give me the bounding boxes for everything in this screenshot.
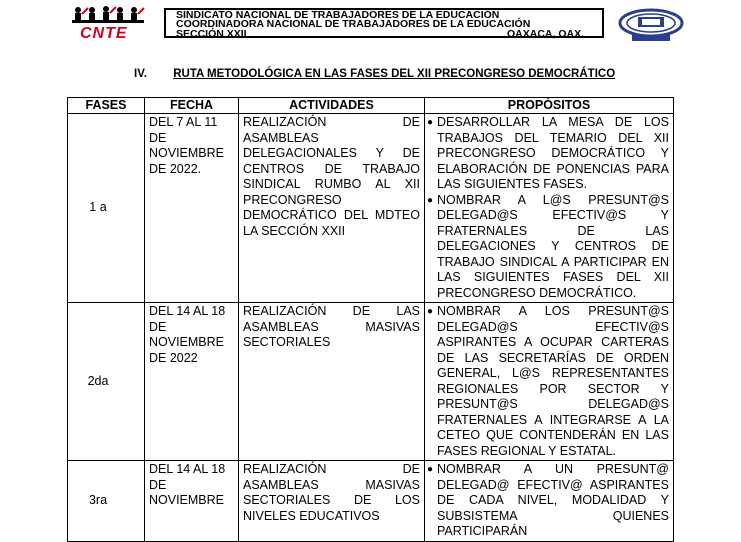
protest-figures-icon — [70, 6, 150, 26]
propositos-cell — [425, 114, 674, 303]
proposito-text: NOMBRAR A LOS PRESUNT@S DELEGAD@S EFECTIV@S ASPIRANTES A OCUPAR CARTERAS DE LAS SECRETARÍAS DE ORDEN GENERAL, L@S REPRESENTANTES REGIONALES POR SECTOR Y PRESUNT@S DELEGAD@S FRATERNALES A INTEGRARSE A LA CETEO QUE CONTENDERÁN EN LAS FASES REGIONAL Y ESTATAL. — [437, 304, 669, 458]
section-heading — [134, 68, 615, 80]
table-row — [68, 303, 674, 461]
actividades-cell: REALIZACIÓN DE ASAMBLEAS MASIVAS SECTORIALES DE LOS NIVELES EDUCATIVOS — [239, 461, 425, 542]
union-name-box — [164, 8, 604, 38]
propositos-cell — [425, 461, 674, 542]
union-line-2: COORDINADORA NACIONAL DE TRABAJADORES DE LA EDUCACIÓN — [176, 18, 531, 31]
section-number: IV. — [134, 68, 148, 80]
fecha-cell: DEL 14 AL 18 DE NOVIEMBRE — [145, 461, 239, 542]
cnte-logo-text: CNTE — [80, 25, 128, 42]
city-label: OAXACA, OAX. — [506, 27, 584, 40]
bullet-icon: ● — [427, 306, 434, 317]
header-propositos: PROPÓSITOS — [425, 98, 674, 114]
fase-cell: 1 a — [68, 114, 145, 303]
union-line-1: SINDICATO NACIONAL DE TRABAJADORES DE LA EDUCACIÓN — [176, 9, 500, 21]
table-row — [68, 114, 674, 303]
union-line-3 — [176, 27, 602, 40]
propositos-cell — [425, 303, 674, 461]
header-fecha: FECHA — [145, 98, 239, 114]
list-item — [427, 462, 669, 540]
phases-table — [67, 97, 674, 542]
header-actividades: ACTIVIDADES — [239, 98, 425, 114]
list-item — [427, 193, 669, 302]
actividades-cell: REALIZACIÓN DE LAS ASAMBLEAS MASIVAS SECTORIALES — [239, 303, 425, 461]
list-item — [427, 115, 669, 193]
table-row — [68, 461, 674, 542]
list-item — [427, 304, 669, 459]
fecha-cell: DEL 14 AL 18 DE NOVIEMBRE DE 2022 — [145, 303, 239, 461]
section-label: SECCIÓN XXII — [176, 27, 247, 40]
fecha-cell: DEL 7 AL 11 DE NOVIEMBRE DE 2022. — [145, 114, 239, 303]
bullet-icon: ● — [427, 194, 434, 206]
proposito-text: NOMBRAR A UN PRESUNT@ DELEGAD@ EFECTIV@ ASPIRANTES DE CADA NIVEL, MODALIDAD Y SUBSISTEMA QUIENES PARTICIPARÁN — [437, 462, 669, 538]
table-header-row — [68, 98, 674, 114]
section-seal-logo — [618, 8, 684, 42]
section-title-text: RUTA METODOLÓGICA EN LAS FASES DEL XII PRECONGRESO DEMOCRÁTICO — [173, 68, 616, 80]
seal-icon — [618, 8, 684, 42]
header-fases: FASES — [68, 98, 145, 114]
bullet-icon: ● — [427, 117, 434, 128]
proposito-text: NOMBRAR A L@S PRESUNT@S DELEGAD@S EFECTIV@S Y FRATERNALES DE LAS DELEGACIONES Y CENTROS DE TRABAJO SINDICAL A PARTICIPAR EN LAS SIGUIENTES FASES DEL XII PRECONGRESO DEMOCRÁTICO. — [437, 192, 669, 300]
fase-cell: 2da — [68, 303, 145, 461]
proposito-text: DESARROLLAR LA MESA DE LOS TRABAJOS DEL TEMARIO DEL XII PRECONGRESO DEMOCRÁTICO Y ELABORACIÓN DE PONENCIAS PARA LAS SIGUIENTES FASES. — [437, 115, 669, 191]
letterhead — [0, 0, 741, 50]
fase-cell: 3ra — [68, 461, 145, 542]
actividades-cell: REALIZACIÓN DE ASAMBLEAS DELEGACIONALES Y DE CENTROS DE TRABAJO SINDICAL RUMBO AL XII PRECONGRESO DEMOCRÁTICO DEL MDTEO LA SECCIÓN XXII — [239, 114, 425, 303]
cnte-logo — [66, 6, 156, 42]
bullet-icon: ● — [427, 464, 434, 475]
